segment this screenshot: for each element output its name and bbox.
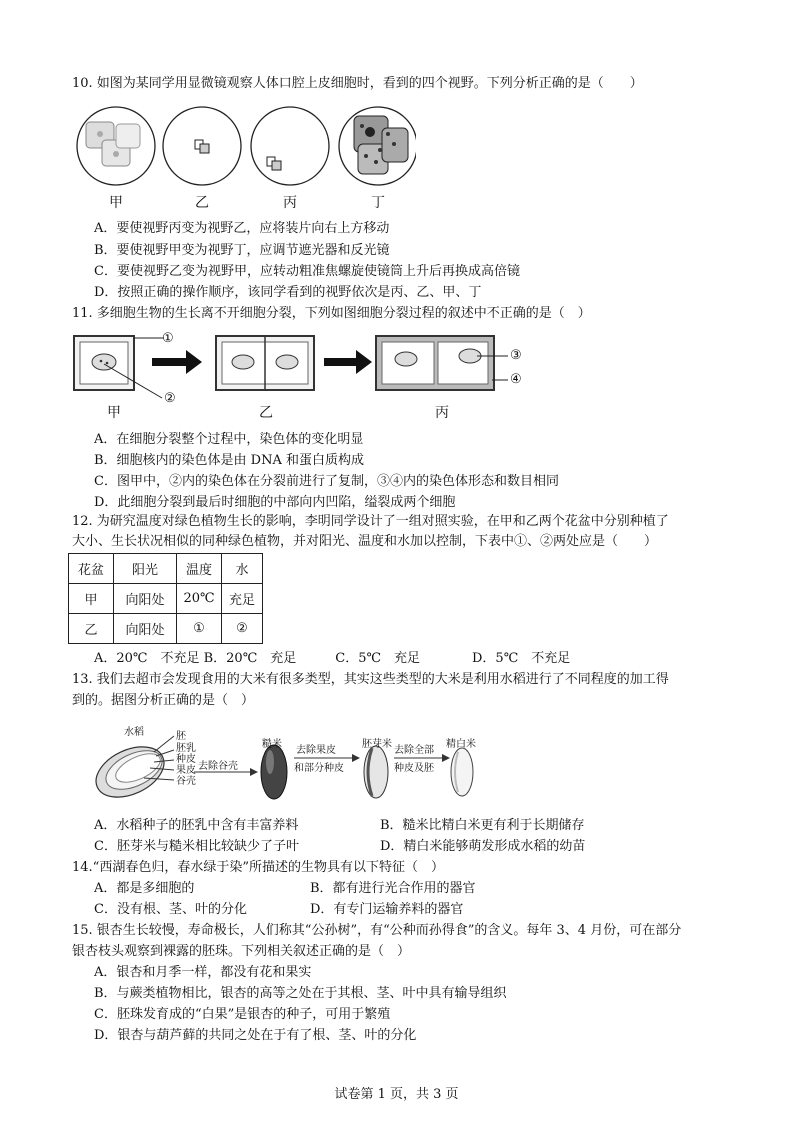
table-cell: 乙 bbox=[69, 614, 114, 644]
q12-stem-line2: 大小、生长状况相似的同种绿色植物，并对阳光、温度和水加以控制，下表中①、②两处应是（ ） bbox=[72, 534, 658, 549]
q11-option-d: D．此细胞分裂到最后时细胞的中部向内凹陷，缢裂成两个细胞 bbox=[94, 495, 456, 510]
table-cell: 充足 bbox=[222, 584, 263, 614]
step-label-remove-husk: 去除谷壳 bbox=[198, 761, 238, 772]
table-header-cell: 温度 bbox=[177, 554, 222, 584]
q10-option-c: C．要使视野乙变为视野甲，应转动粗准焦螺旋使镜筒上升后再换成高倍镜 bbox=[94, 264, 520, 279]
q14-option-b: B．都有进行光合作用的器官 bbox=[310, 881, 476, 896]
part-label-pericarp: 果皮 bbox=[176, 765, 196, 776]
q14-stem: 14.“西湖春色归，春水绿于染”所描述的生物具有以下特征（ ） bbox=[72, 860, 444, 875]
table-header-cell: 水 bbox=[222, 554, 263, 584]
table-header-cell: 阳光 bbox=[114, 554, 177, 584]
table-row bbox=[69, 554, 263, 584]
q11-label-jia: 甲 bbox=[107, 405, 121, 421]
q14-option-d: D．有专门运输养料的器官 bbox=[310, 902, 464, 917]
table-cell: 向阳处 bbox=[114, 614, 177, 644]
q11-marker-3: ③ bbox=[510, 348, 522, 363]
part-label-endosperm: 胚乳 bbox=[176, 743, 196, 754]
q11-label-yi: 乙 bbox=[259, 405, 273, 421]
q15-stem-line1: 15. 银杏生长较慢，寿命极长，人们称其“公孙树”，有“公种而孙得食”的含义。每年 3、4 月份，可在部分 bbox=[72, 923, 682, 938]
q13-option-d: D．精白米能够萌发形成水稻的幼苗 bbox=[380, 839, 586, 854]
q11-stem: 11. 多细胞生物的生长离不开细胞分裂，下列如图细胞分裂过程的叙述中不正确的是（ ） bbox=[72, 306, 591, 321]
q11-marker-2: ② bbox=[164, 391, 176, 406]
q11-marker-4: ④ bbox=[510, 372, 522, 387]
table-cell: 向阳处 bbox=[114, 584, 177, 614]
cell-division-figure bbox=[72, 332, 532, 404]
germ-rice-label: 胚芽米 bbox=[362, 739, 392, 750]
q10-stem: 10. 如图为某同学用显微镜观察人体口腔上皮细胞时，看到的四个视野。下列分析正确的是（ ） bbox=[72, 76, 643, 91]
part-label-husk: 谷壳 bbox=[176, 776, 196, 787]
q11-marker-1: ① bbox=[162, 331, 174, 346]
table-cell: 20℃ bbox=[177, 584, 222, 614]
brown-rice-label: 糙米 bbox=[262, 739, 282, 750]
q15-option-a: A．银杏和月季一样，都没有花和果实 bbox=[94, 965, 312, 980]
q10-label-yi: 乙 bbox=[195, 195, 209, 211]
step-label-seed-coat-embryo: 种皮及胚 bbox=[394, 763, 434, 774]
q11-option-c: C．图甲中，②内的染色体在分裂前进行了复制，③④内的染色体形态和数目相同 bbox=[94, 474, 559, 489]
table-cell: ① bbox=[177, 614, 222, 644]
q14-option-c: C．没有根、茎、叶的分化 bbox=[94, 902, 247, 917]
part-label-seed-coat: 种皮 bbox=[176, 754, 196, 765]
q13-option-a: A．水稻种子的胚乳中含有丰富养料 bbox=[94, 818, 299, 833]
q15-option-d: D．银杏与葫芦藓的共同之处在于有了根、茎、叶的分化 bbox=[94, 1028, 417, 1043]
q13-stem-line2: 到的。据图分析正确的是（ ） bbox=[72, 693, 255, 708]
step-label-remove-all: 去除全部 bbox=[394, 745, 434, 756]
q15-stem-line2: 银杏枝头观察到裸露的胚珠。下列相关叙述正确的是（ ） bbox=[72, 944, 411, 959]
q11-option-a: A．在细胞分裂整个过程中，染色体的变化明显 bbox=[94, 432, 364, 447]
q10-option-d: D．按照正确的操作顺序，该同学看到的视野依次是丙、乙、甲、丁 bbox=[94, 285, 482, 300]
table-header-cell: 花盆 bbox=[69, 554, 114, 584]
q12-table bbox=[68, 553, 263, 644]
q10-label-jia: 甲 bbox=[109, 195, 123, 211]
page-footer: 试卷第 1 页，共 3 页 bbox=[334, 1087, 459, 1102]
q12-stem-line1: 12. 为研究温度对绿色植物生长的影响，李明同学设计了一组对照实验，在甲和乙两个花盆中分别种植了 bbox=[72, 514, 669, 529]
q10-option-a: A．要使视野丙变为视野乙，应将装片向右上方移动 bbox=[94, 221, 390, 236]
q11-option-b: B．细胞核内的染色体是由 DNA 和蛋白质构成 bbox=[94, 453, 365, 468]
q12-options: A．20℃ 不充足 B．20℃ 充足 C．5℃ 充足 D．5℃ 不充足 bbox=[94, 651, 571, 666]
white-rice-label: 精白米 bbox=[446, 739, 476, 750]
part-label-embryo: 胚 bbox=[176, 731, 186, 742]
q15-option-c: C．胚珠发育成的“白果”是银杏的种子，可用于繁殖 bbox=[94, 1007, 391, 1022]
q13-option-c: C．胚芽米与糙米相比较缺少了子叶 bbox=[94, 839, 299, 854]
step-label-partial-seed-coat: 和部分种皮 bbox=[294, 763, 344, 774]
rice-label: 水稻 bbox=[124, 727, 144, 738]
table-cell: 甲 bbox=[69, 584, 114, 614]
q15-option-b: B．与蕨类植物相比，银杏的高等之处在于其根、茎、叶中具有输导组织 bbox=[94, 986, 507, 1001]
q11-label-bing: 丙 bbox=[435, 405, 449, 421]
table-row bbox=[69, 614, 263, 644]
q10-label-ding: 丁 bbox=[371, 195, 385, 211]
q10-option-b: B．要使视野甲变为视野丁，应调节遮光器和反光镜 bbox=[94, 243, 390, 258]
q13-option-b: B．糙米比精白米更有利于长期储存 bbox=[380, 818, 585, 833]
table-row bbox=[69, 584, 263, 614]
q10-label-bing: 丙 bbox=[283, 195, 297, 211]
step-label-remove-pericarp: 去除果皮 bbox=[296, 745, 336, 756]
q14-option-a: A．都是多细胞的 bbox=[94, 881, 195, 896]
microscope-fields-figure bbox=[76, 104, 416, 194]
table-cell: ② bbox=[222, 614, 263, 644]
q13-stem-line1: 13. 我们去超市会发现食用的大米有很多类型，其实这些类型的大米是利用水稻进行了不同程度的加工得 bbox=[72, 672, 669, 687]
